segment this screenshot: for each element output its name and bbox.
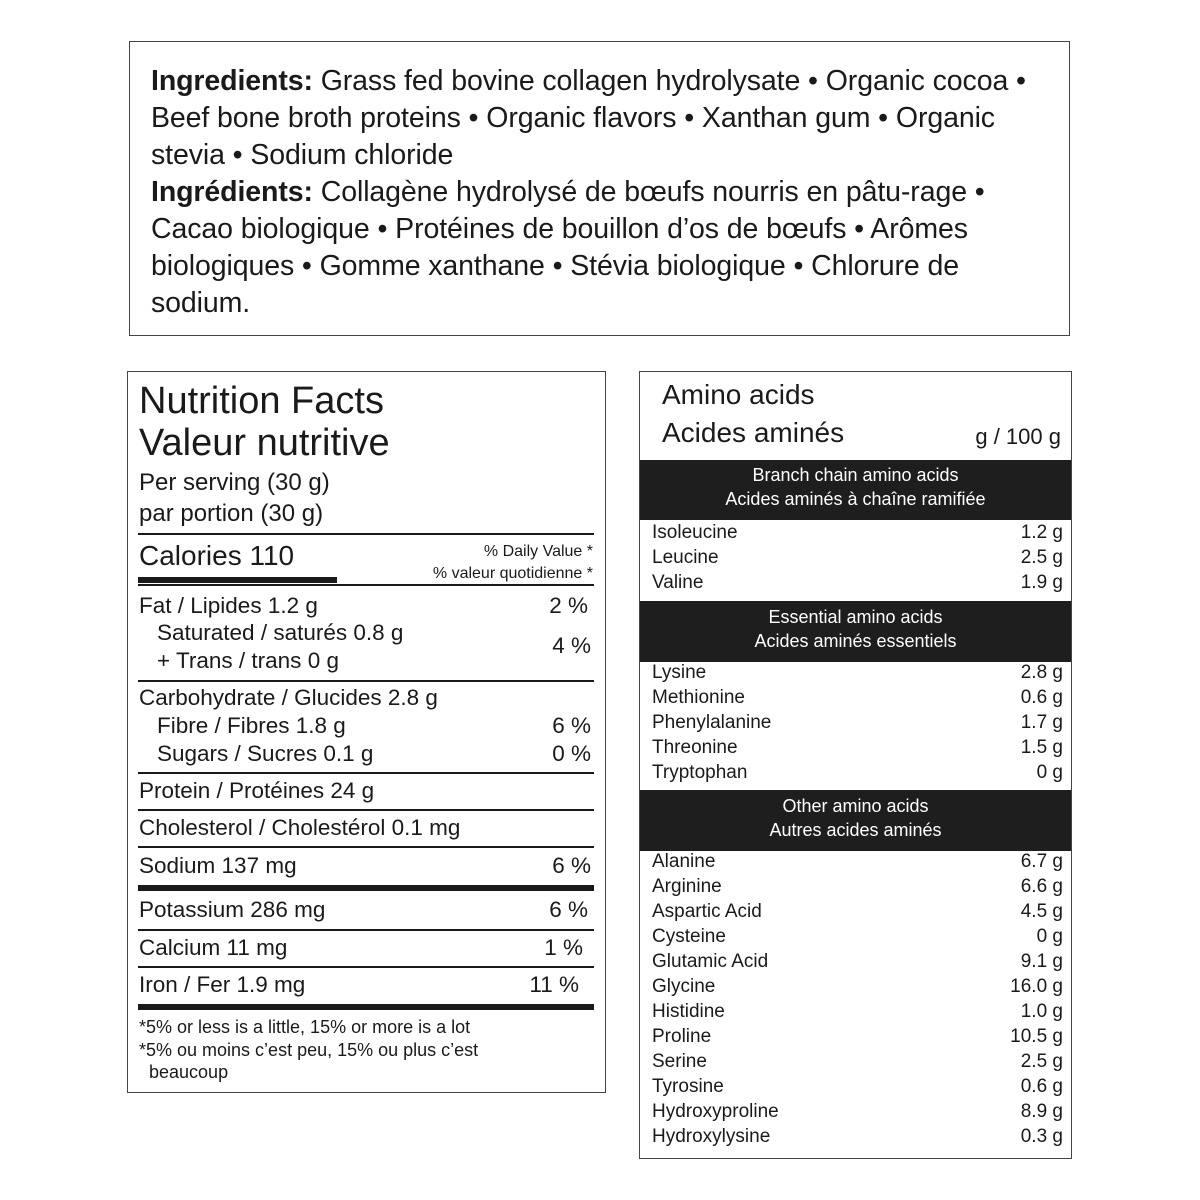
amino-value: 6.7 g bbox=[1020, 851, 1063, 872]
thick-divider bbox=[138, 1004, 594, 1010]
daily-value-fr: % valeur quotidienne * bbox=[432, 565, 593, 582]
amino-row bbox=[652, 999, 1063, 1024]
group-title-fr: Acides aminés à chaîne ramifiée bbox=[725, 489, 986, 509]
amino-value: 6.6 g bbox=[1020, 876, 1063, 897]
amino-title-en: Amino acids bbox=[662, 379, 815, 410]
amino-value: 1.9 g bbox=[1020, 572, 1063, 593]
amino-row bbox=[652, 1074, 1063, 1099]
amino-name: Hydroxylysine bbox=[652, 1126, 771, 1147]
divider bbox=[138, 809, 594, 811]
nutrition-title-fr: Valeur nutritive bbox=[139, 422, 390, 464]
group-rows-other bbox=[652, 849, 1063, 1149]
group-header-branch-chain bbox=[640, 460, 1071, 520]
amino-value: 2.8 g bbox=[1020, 662, 1063, 683]
daily-value-header bbox=[433, 541, 593, 585]
amino-value: 0.6 g bbox=[1020, 1076, 1063, 1097]
ingredients-fr-text: Collagène hydrolysé de bœufs nourris en pâtu-rage • Cacao biologique • Protéines de bouillon d’os de bœufs • Arômes biologiques • Gomme xanthane • Stévia biologique • Chlorure de sodium. bbox=[151, 176, 985, 319]
amino-row bbox=[652, 660, 1063, 685]
amino-name: Cysteine bbox=[652, 926, 726, 947]
group-header-other bbox=[640, 790, 1071, 851]
group-rows-branch-chain bbox=[652, 520, 1063, 595]
group-header-essential bbox=[640, 601, 1071, 662]
amino-row bbox=[652, 1024, 1063, 1049]
amino-name: Phenylalanine bbox=[652, 712, 772, 733]
amino-row bbox=[652, 924, 1063, 949]
amino-row bbox=[652, 874, 1063, 899]
amino-value: 9.1 g bbox=[1020, 951, 1063, 972]
nutrition-facts-table bbox=[127, 371, 606, 1093]
fat-row: Fat / Lipides 1.2 g bbox=[139, 593, 318, 618]
amino-name: Tyrosine bbox=[652, 1076, 724, 1097]
cholesterol-row: Cholesterol / Cholestérol 0.1 mg bbox=[139, 815, 461, 840]
group-title-fr: Autres acides aminés bbox=[769, 820, 942, 840]
iron-row: Iron / Fer 1.9 mg bbox=[139, 972, 306, 997]
serving-size-en: Per serving (30 g) bbox=[139, 469, 330, 496]
sugars-percent: 0 % bbox=[552, 741, 591, 766]
fat-percent: 2 % bbox=[549, 593, 588, 618]
footnote-en: *5% or less is a little, 15% or more is a lot bbox=[139, 1017, 471, 1037]
ingredients-en bbox=[151, 63, 1055, 174]
amino-name: Serine bbox=[652, 1051, 707, 1072]
footnote-fr-continued: beaucoup bbox=[149, 1062, 229, 1082]
amino-value: 0.6 g bbox=[1020, 687, 1063, 708]
thick-divider bbox=[138, 885, 594, 891]
amino-value: 10.5 g bbox=[1010, 1026, 1063, 1047]
divider bbox=[138, 584, 594, 586]
amino-row bbox=[652, 710, 1063, 735]
divider bbox=[138, 846, 594, 848]
group-title-en: Essential amino acids bbox=[768, 607, 943, 627]
amino-value: 8.9 g bbox=[1020, 1101, 1063, 1122]
amino-name: Isoleucine bbox=[652, 522, 738, 543]
amino-title-fr: Acides aminés bbox=[662, 417, 845, 448]
protein-row: Protein / Protéines 24 g bbox=[139, 778, 375, 803]
sodium-row: Sodium 137 mg bbox=[139, 853, 297, 878]
amino-value: 0 g bbox=[1036, 762, 1063, 783]
calories-underline bbox=[138, 577, 337, 583]
amino-row bbox=[652, 1049, 1063, 1074]
amino-row bbox=[652, 849, 1063, 874]
amino-row bbox=[652, 760, 1063, 785]
amino-value: 2.5 g bbox=[1020, 547, 1063, 568]
carbohydrate-row: Carbohydrate / Glucides 2.8 g bbox=[139, 685, 438, 710]
amino-value: 2.5 g bbox=[1020, 1051, 1063, 1072]
amino-name: Glutamic Acid bbox=[652, 951, 769, 972]
trans-row: + Trans / trans 0 g bbox=[157, 648, 339, 673]
amino-row bbox=[652, 545, 1063, 570]
amino-name: Hydroxyproline bbox=[652, 1101, 779, 1122]
amino-row bbox=[652, 570, 1063, 595]
amino-value: 1.5 g bbox=[1020, 737, 1063, 758]
serving-size-fr: par portion (30 g) bbox=[139, 500, 324, 527]
amino-row bbox=[652, 974, 1063, 999]
group-title-fr: Acides aminés essentiels bbox=[754, 631, 957, 651]
amino-value: 1.0 g bbox=[1020, 1001, 1063, 1022]
amino-value: 0.3 g bbox=[1020, 1126, 1063, 1147]
divider bbox=[138, 680, 594, 682]
amino-name: Methionine bbox=[652, 687, 745, 708]
nutrition-title-en: Nutrition Facts bbox=[139, 380, 384, 422]
fibre-percent: 6 % bbox=[552, 713, 591, 738]
calcium-percent: 1 % bbox=[544, 935, 583, 960]
ingredients-box bbox=[129, 41, 1070, 336]
amino-name: Threonine bbox=[652, 737, 738, 758]
daily-value-en: % Daily Value * bbox=[483, 543, 593, 560]
iron-percent: 11 % bbox=[529, 972, 579, 997]
amino-name: Histidine bbox=[652, 1001, 725, 1022]
ingredients-en-text: Grass fed bovine collagen hydrolysate • Organic cocoa • Beef bone broth proteins • Organic flavors • Xanthan gum • Organic stevia • Sodium chloride bbox=[151, 65, 1026, 171]
sugars-row: Sugars / Sucres 0.1 g bbox=[157, 741, 374, 766]
amino-name: Proline bbox=[652, 1026, 712, 1047]
amino-name: Lysine bbox=[652, 662, 707, 683]
group-title-en: Branch chain amino acids bbox=[752, 465, 959, 485]
amino-value: 0 g bbox=[1036, 926, 1063, 947]
amino-name: Glycine bbox=[652, 976, 716, 997]
calories: Calories 110 bbox=[139, 540, 295, 571]
amino-name: Alanine bbox=[652, 851, 716, 872]
amino-value: 4.5 g bbox=[1020, 901, 1063, 922]
sodium-percent: 6 % bbox=[552, 853, 591, 878]
ingredients-fr-label: Ingrédients: bbox=[151, 176, 313, 208]
footnote-fr: *5% ou moins c’est peu, 15% ou plus c’est bbox=[139, 1040, 479, 1060]
amino-name: Valine bbox=[652, 572, 704, 593]
ingredients-fr bbox=[151, 174, 1055, 322]
fibre-row: Fibre / Fibres 1.8 g bbox=[157, 713, 346, 738]
saturated-row: Saturated / saturés 0.8 g bbox=[157, 620, 404, 645]
group-rows-essential bbox=[652, 660, 1063, 785]
amino-row bbox=[652, 1099, 1063, 1124]
amino-name: Aspartic Acid bbox=[652, 901, 762, 922]
amino-row bbox=[652, 520, 1063, 545]
amino-row bbox=[652, 685, 1063, 710]
divider bbox=[138, 772, 594, 774]
divider bbox=[138, 929, 594, 931]
ingredients-en-label: Ingredients: bbox=[151, 65, 313, 97]
amino-value: 1.2 g bbox=[1020, 522, 1063, 543]
amino-name: Arginine bbox=[652, 876, 722, 897]
amino-unit: g / 100 g bbox=[975, 424, 1061, 449]
amino-value: 1.7 g bbox=[1020, 712, 1063, 733]
amino-row bbox=[652, 1124, 1063, 1149]
potassium-percent: 6 % bbox=[549, 897, 588, 922]
amino-value: 16.0 g bbox=[1010, 976, 1063, 997]
amino-row bbox=[652, 899, 1063, 924]
calcium-row: Calcium 11 mg bbox=[139, 935, 288, 960]
divider bbox=[138, 533, 594, 535]
amino-name: Tryptophan bbox=[652, 762, 748, 783]
group-title-en: Other amino acids bbox=[782, 796, 929, 816]
amino-name: Leucine bbox=[652, 547, 719, 568]
divider bbox=[138, 966, 594, 968]
potassium-row: Potassium 286 mg bbox=[139, 897, 326, 922]
amino-row bbox=[652, 949, 1063, 974]
saturated-trans-percent: 4 % bbox=[552, 633, 591, 658]
amino-acids-table bbox=[639, 371, 1072, 1159]
amino-row bbox=[652, 735, 1063, 760]
